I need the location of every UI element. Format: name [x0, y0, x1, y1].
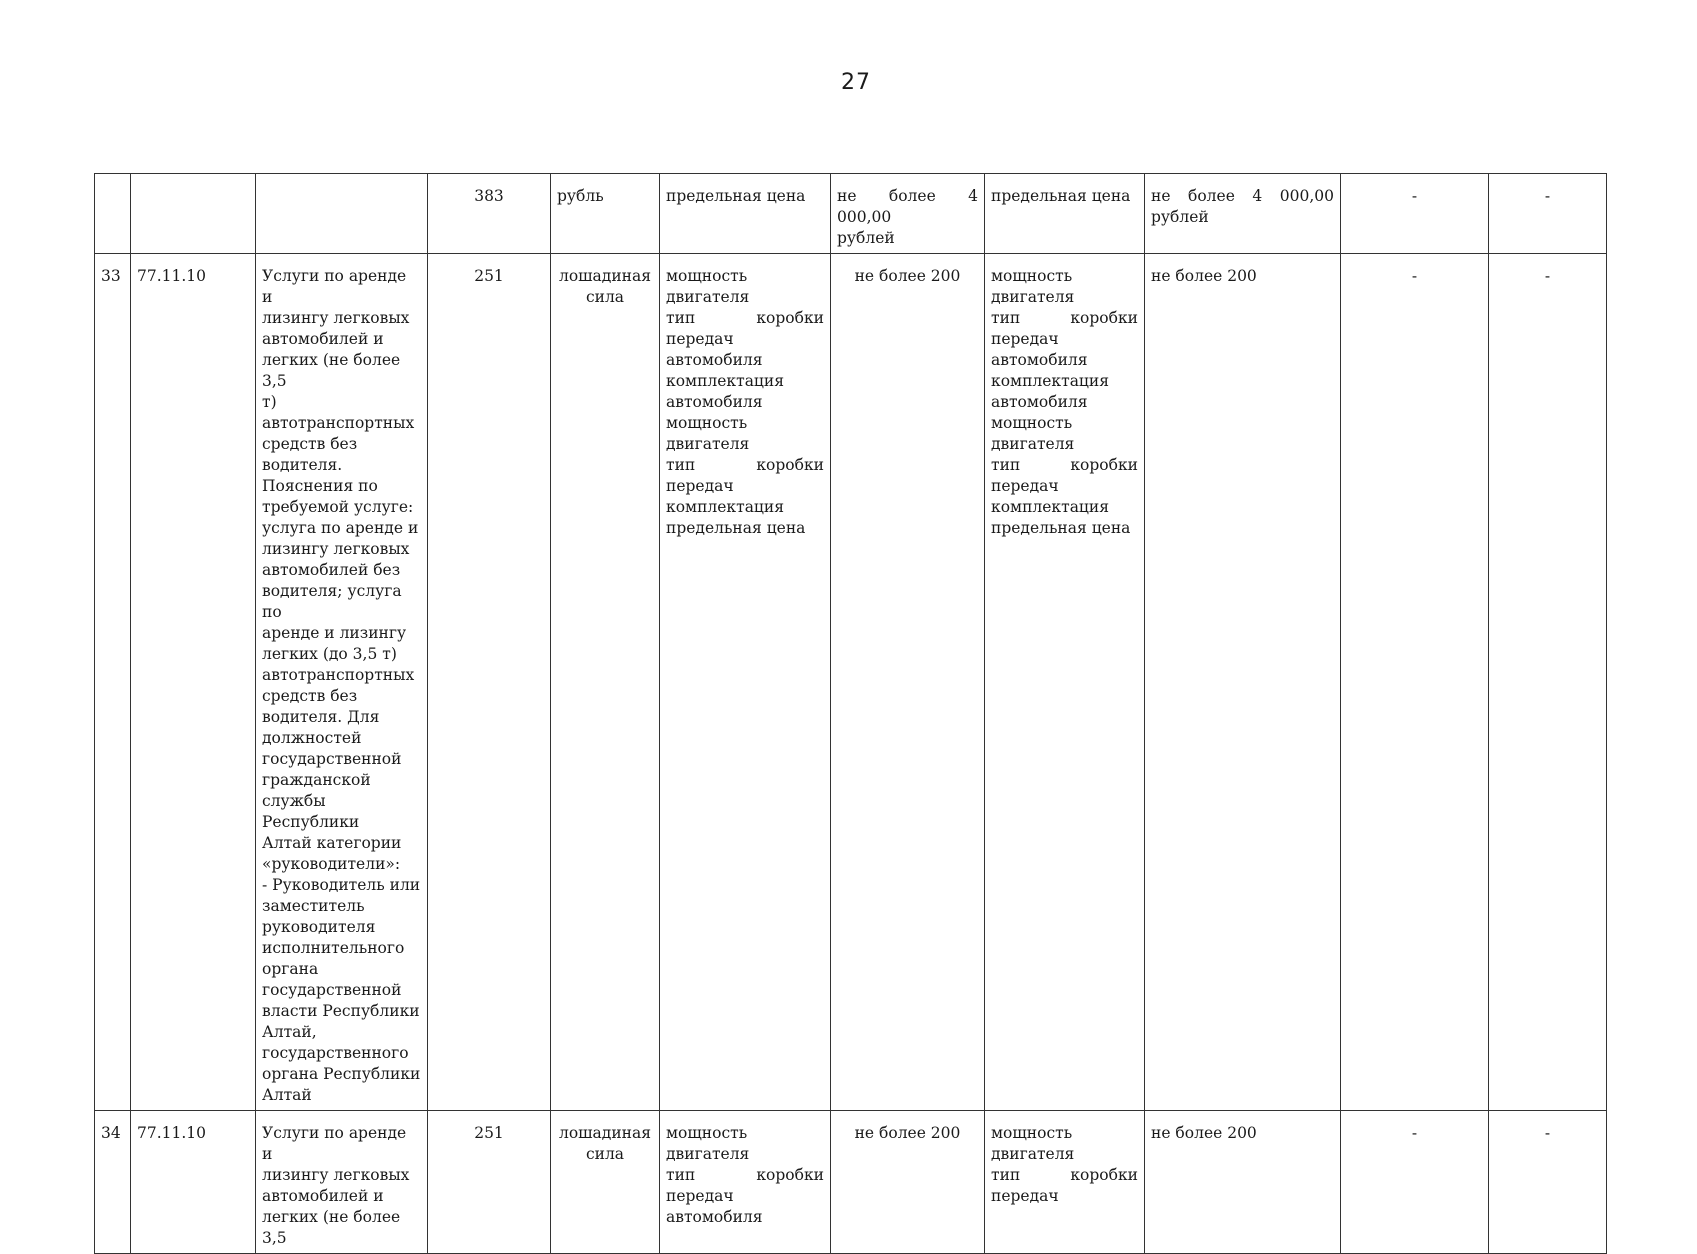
service-name-line: Пояснения по — [262, 477, 378, 495]
service-name-line: гражданской — [262, 771, 371, 789]
service-name-line: службы Республики — [262, 792, 360, 831]
unit-cell — [551, 254, 660, 1111]
service-name-line: власти Республики — [262, 1002, 420, 1020]
characteristic-line: передач автомобиля — [666, 1187, 763, 1226]
characteristic-line: предельная цена — [666, 519, 806, 537]
characteristic-line: предельная цена — [666, 187, 806, 205]
characteristic-line: автомобиля — [666, 393, 763, 411]
approved-characteristic-line: двигателя — [991, 435, 1075, 453]
service-name-line: автомобилей и — [262, 330, 384, 348]
dash: - — [1544, 1124, 1551, 1142]
service-name-cell — [256, 1111, 428, 1254]
service-name-line: государственной — [262, 750, 402, 768]
okei-code: 251 — [474, 267, 504, 285]
unit-name-line: лошадиная — [558, 267, 652, 285]
characteristic-line: двигателя — [666, 435, 750, 453]
service-name-line: органа — [262, 960, 319, 978]
service-name-line: автомобилей без — [262, 561, 401, 579]
approved-characteristic-line: мощность — [991, 414, 1073, 432]
extra-cell-2 — [1489, 174, 1607, 254]
dash: - — [1411, 1124, 1418, 1142]
service-name-line: лизингу легковых — [262, 540, 410, 558]
okpd-code-cell — [131, 174, 256, 254]
approved-characteristic-cell — [985, 174, 1145, 254]
dash: - — [1544, 187, 1551, 205]
table-row — [95, 174, 1607, 254]
service-name-line: исполнительного — [262, 939, 405, 957]
approved-characteristic-cell — [985, 254, 1145, 1111]
characteristic-line: мощность — [666, 414, 748, 432]
extra-cell-1 — [1341, 1111, 1489, 1254]
service-name-line: Алтай — [262, 1086, 312, 1104]
service-name-cell — [256, 254, 428, 1111]
characteristic-cell — [660, 254, 831, 1111]
dash: - — [1544, 267, 1551, 285]
approved-characteristic-line: двигателя — [991, 288, 1075, 306]
value-line: рублей — [837, 229, 895, 247]
value-cell — [831, 174, 985, 254]
characteristic-line: двигателя — [666, 288, 750, 306]
service-name-line: требуемой услуге: — [262, 498, 414, 516]
row-number-cell — [95, 174, 131, 254]
characteristic-line: тип коробки — [666, 1166, 824, 1184]
page-number: 27 — [841, 70, 871, 95]
service-name-line: заместитель — [262, 897, 365, 915]
characteristic-line: комплектация — [666, 498, 785, 516]
approved-characteristic-line: комплектация — [991, 498, 1110, 516]
unit-name-line: рубль — [557, 187, 604, 205]
approved-characteristic-line: тип коробки — [991, 456, 1138, 474]
approved-value-line: не более 4 000,00 — [1151, 187, 1334, 205]
characteristic-line: тип коробки — [666, 309, 824, 327]
value-cell — [831, 1111, 985, 1254]
row-number-cell — [95, 1111, 131, 1254]
unit-cell — [551, 1111, 660, 1254]
okei-code-cell — [428, 254, 551, 1111]
okei-code: 383 — [474, 187, 504, 205]
okpd-code: 77.11.10 — [137, 267, 207, 285]
service-name-line: автотранспортных — [262, 666, 415, 684]
characteristic-cell — [660, 174, 831, 254]
approved-characteristic-line: предельная цена — [991, 519, 1131, 537]
unit-cell — [551, 174, 660, 254]
service-name-line: руководителя — [262, 918, 376, 936]
characteristic-line: комплектация — [666, 372, 785, 390]
approved-characteristic-line: мощность — [991, 267, 1073, 285]
characteristic-line: мощность — [666, 267, 748, 285]
approved-characteristic-line: автомобиля — [991, 393, 1088, 411]
approved-characteristic-line: двигателя — [991, 1145, 1075, 1163]
row-number-cell — [95, 254, 131, 1111]
characteristic-cell — [660, 1111, 831, 1254]
service-name-line: государственного — [262, 1044, 409, 1062]
service-name-line: аренде и лизингу — [262, 624, 407, 642]
service-name-line: - Руководитель или — [262, 876, 421, 894]
characteristic-line: тип коробки — [666, 456, 824, 474]
row-number: 34 — [101, 1124, 121, 1142]
unit-name-line: сила — [585, 1145, 625, 1163]
service-name-line: средств без — [262, 687, 358, 705]
service-name-line: водителя. Для — [262, 708, 380, 726]
approved-characteristic-cell — [985, 1111, 1145, 1254]
approved-characteristic-line: мощность — [991, 1124, 1073, 1142]
approved-characteristic-line: комплектация — [991, 372, 1110, 390]
requirements-table — [94, 173, 1607, 1254]
okpd-code-cell — [131, 1111, 256, 1254]
approved-characteristic-line: автомобиля — [991, 351, 1088, 369]
approved-value-cell — [1145, 1111, 1341, 1254]
service-name-line: автомобилей и — [262, 1187, 384, 1205]
table-body — [95, 174, 1607, 1254]
approved-value-line: не более 200 — [1151, 267, 1257, 285]
table-row — [95, 1111, 1607, 1254]
value-line: не более 4 000,00 — [837, 187, 978, 226]
characteristic-line: двигателя — [666, 1145, 750, 1163]
approved-characteristic-line: тип коробки — [991, 309, 1138, 327]
characteristic-line: мощность — [666, 1124, 748, 1142]
row-number: 33 — [101, 267, 121, 285]
service-name-line: лизингу легковых — [262, 1166, 410, 1184]
approved-value-line: не более 200 — [1151, 1124, 1257, 1142]
service-name-line: легких (до 3,5 т) — [262, 645, 397, 663]
service-name-line: органа Республики — [262, 1065, 421, 1083]
characteristic-line: передач — [666, 477, 734, 495]
approved-value-cell — [1145, 254, 1341, 1111]
service-name-line: автотранспортных — [262, 414, 415, 432]
okei-code-cell — [428, 174, 551, 254]
approved-characteristic-line: передач — [991, 330, 1059, 348]
approved-value-line: рублей — [1151, 208, 1209, 226]
service-name-line: Алтай, — [262, 1023, 317, 1041]
value-line: не более 200 — [854, 267, 961, 285]
extra-cell-1 — [1341, 254, 1489, 1111]
service-name-line: т) — [262, 393, 277, 411]
extra-cell-2 — [1489, 1111, 1607, 1254]
approved-characteristic-line: передач — [991, 477, 1059, 495]
extra-cell-1 — [1341, 174, 1489, 254]
unit-name-line: сила — [585, 288, 625, 306]
service-name-line: услуга по аренде и — [262, 519, 419, 537]
service-name-cell — [256, 174, 428, 254]
service-name-line: должностей — [262, 729, 362, 747]
service-name-line: Алтай категории — [262, 834, 402, 852]
value-cell — [831, 254, 985, 1111]
service-name-line: Услуги по аренде и — [262, 1124, 407, 1163]
service-name-line: «руководители»: — [262, 855, 401, 873]
extra-cell-2 — [1489, 254, 1607, 1111]
value-line: не более 200 — [854, 1124, 961, 1142]
okpd-code: 77.11.10 — [137, 1124, 207, 1142]
dash: - — [1411, 187, 1418, 205]
service-name-line: водителя. — [262, 456, 343, 474]
approved-characteristic-line: передач — [991, 1187, 1059, 1205]
dash: - — [1411, 267, 1418, 285]
approved-characteristic-line: тип коробки — [991, 1166, 1138, 1184]
service-name-line: средств без — [262, 435, 358, 453]
table-row — [95, 254, 1607, 1111]
service-name-line: лизингу легковых — [262, 309, 410, 327]
service-name-line: водителя; услуга по — [262, 582, 402, 621]
service-name-line: государственной — [262, 981, 402, 999]
characteristic-line: передач автомобиля — [666, 330, 763, 369]
service-name-line: легких (не более 3,5 — [262, 351, 401, 390]
approved-characteristic-line: предельная цена — [991, 187, 1131, 205]
approved-value-cell — [1145, 174, 1341, 254]
okei-code: 251 — [474, 1124, 504, 1142]
service-name-line: легких (не более 3,5 — [262, 1208, 401, 1247]
service-name-line: Услуги по аренде и — [262, 267, 407, 306]
unit-name-line: лошадиная — [558, 1124, 652, 1142]
okei-code-cell — [428, 1111, 551, 1254]
okpd-code-cell — [131, 254, 256, 1111]
